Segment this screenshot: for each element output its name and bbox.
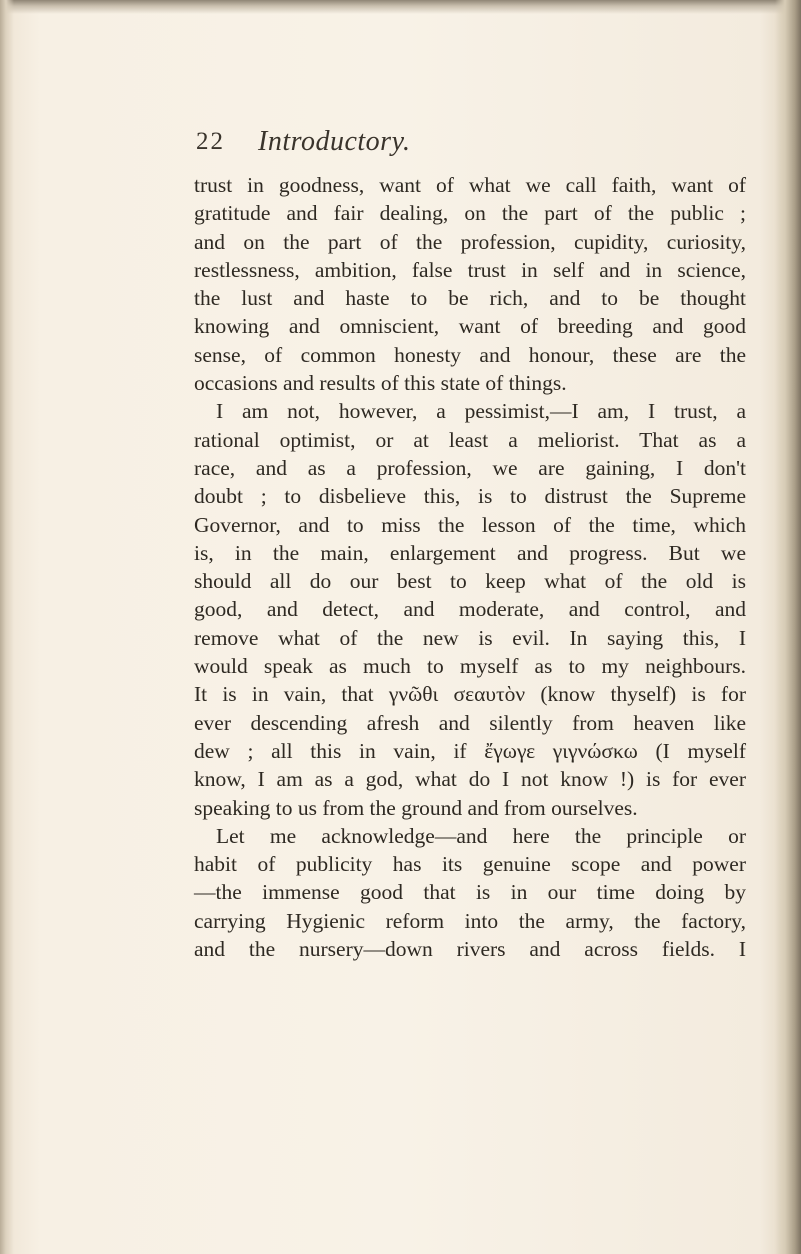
running-title: Introductory.: [258, 126, 411, 157]
text-line: Let me acknowledge—and here the principle or: [216, 823, 746, 848]
text-line: I am not, however, a pessimist,—I am, I trust, a: [216, 399, 746, 424]
text-line: Governor, and to miss the lesson of the time, which: [194, 512, 746, 537]
page-top-edge: [0, 0, 801, 14]
text-line: should all do our best to keep what of the old is: [194, 569, 746, 594]
text-line: is, in the main, enlargement and progress. But we: [194, 540, 746, 565]
text-line: the lust and haste to be rich, and to be thought: [194, 286, 746, 311]
text-line: speaking to us from the ground and from ourselves.: [194, 795, 638, 820]
page-number: 22: [196, 128, 225, 155]
text-line: and on the part of the profession, cupidity, curiosity,: [194, 229, 746, 254]
text-line: doubt ; to disbelieve this, is to distrust the Supreme: [194, 484, 746, 509]
text-line: know, I am as a god, what do I not know !) is for ever: [194, 767, 746, 792]
text-line: It is in vain, that γνῶθι σεαυτὸν (know thyself) is for: [194, 682, 746, 707]
text-line: good, and detect, and moderate, and control, and: [194, 597, 746, 622]
text-line: ever descending afresh and silently from heaven like: [194, 710, 746, 735]
text-line: would speak as much to myself as to my neighbours.: [194, 654, 746, 679]
text-line: knowing and omniscient, want of breeding and good: [194, 314, 746, 339]
text-line: trust in goodness, want of what we call faith, want of: [194, 173, 746, 197]
text-line: rational optimist, or at least a meliorist. That as a: [194, 427, 746, 452]
text-line: and the nursery—down rivers and across fields. I: [194, 937, 746, 962]
text-line: habit of publicity has its genuine scope and power: [194, 852, 746, 877]
text-line: —the immense good that is in our time doing by: [194, 880, 746, 905]
text-line: restlessness, ambition, false trust in self and in science,: [194, 257, 746, 282]
text-line: remove what of the new is evil. In saying this, I: [194, 625, 746, 650]
text-line: sense, of common honesty and honour, these are the: [194, 342, 746, 367]
page-header: [196, 128, 756, 168]
body-text: [194, 171, 746, 963]
text-line: carrying Hygienic reform into the army, the factory,: [194, 908, 746, 933]
page-left-edge: [0, 0, 14, 1254]
text-line: dew ; all this in vain, if ἔγωγε γιγνώσκω (I myself: [194, 738, 746, 763]
page-right-edge: [775, 0, 801, 1254]
text-line: race, and as a profession, we are gaining, I don't: [194, 455, 746, 480]
text-line: occasions and results of this state of things.: [194, 371, 567, 396]
text-line: gratitude and fair dealing, on the part of the public ;: [194, 201, 746, 226]
